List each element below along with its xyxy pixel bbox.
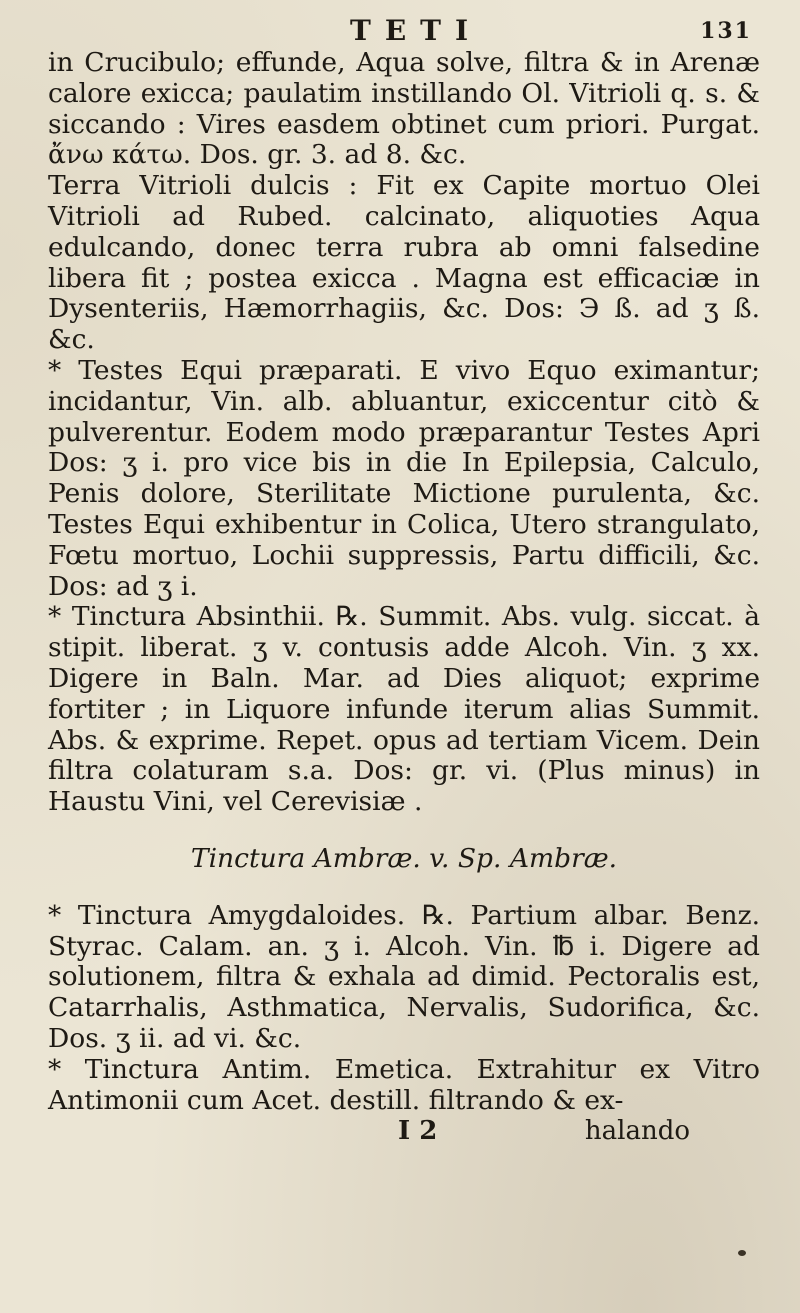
ink-blot xyxy=(738,1250,746,1256)
signature-mark: I 2 xyxy=(398,1116,438,1147)
paragraph-crucibulo: in Crucibulo; effunde, Aqua solve, filtra & in Arenæ calore exicca; paulatim instillando Ol. Vitrioli q. s. & siccando : Vires easdem obtinet cum priori. Purgat. ἄνω κάτω. Dos. gr. 3. ad 8. &c. xyxy=(48,47,760,171)
running-title: TETI xyxy=(350,14,483,47)
paragraph-terra-vitrioli: Terra Vitrioli dulcis : Fit ex Capite mortuo Olei Vitrioli ad Rubed. calcinato, aliquoties Aqua edulcando, donec terra rubra ab omni falsedine libera fit ; postea exicca . Magna est efficaciæ in Dysenteriis, Hæmorrhagiis, &c. Dos: Э ß. ad ʒ ß. &c. xyxy=(48,170,760,356)
paragraph-tinctura-absinthii: * Tinctura Absinthii. ℞. Summit. Abs. vulg. siccat. à stipit. liberat. ʒ v. contusis adde Alcoh. Vin. ʒ xx. Digere in Baln. Mar. ad Dies aliquot; exprime fortiter ; in Liquore infunde iterum alias Summit. Abs. & exprime. Repet. opus ad tertiam Vicem. Dein filtra colaturam s.a. Dos: gr. vi. (Plus minus) in Haustu Vini, vel Cerevisiæ . xyxy=(48,601,760,818)
page-footer xyxy=(48,1116,760,1148)
heading-tinctura-ambrae: Tinctura Ambræ. v. Sp. Ambræ. xyxy=(190,842,618,874)
paragraph-testes-equi: * Testes Equi præparati. E vivo Equo eximantur; incidantur, Vin. alb. abluantur, exiccentur citò & pulverentur. Eodem modo præparantur Testes Apri Dos: ʒ i. pro vice bis in die In Epilepsia, Calculo, Penis dolore, Sterilitate Mictione purulenta, &c. Testes Equi exhibentur in Colica, Utero strangulato, Fœtu mortuo, Lochii suppressis, Partu difficili, &c. Dos: ad ʒ i. xyxy=(48,354,760,602)
spacer xyxy=(48,818,760,844)
spacer xyxy=(48,875,760,901)
paragraph-tinctura-amygdaloides: * Tinctura Amygdaloides. ℞. Partium albar. Benz. Styrac. Calam. an. ʒ i. Alcoh. Vin. ℔ i. Digere ad solutionem, filtra & exhala ad dimid. Pectoralis est, Catarrhalis, Asthmatica, Nervalis, Sudorifica, &c. Dos. ʒ ii. ad vi. &c. xyxy=(48,899,760,1054)
page-number: 131 xyxy=(700,18,752,44)
running-header xyxy=(48,14,760,48)
catchword: halando xyxy=(584,1116,690,1147)
paragraph-tinctura-antim: * Tinctura Antim. Emetica. Extrahitur ex Vitro Antimonii cum Acet. destill. filtrando & ex- xyxy=(48,1053,760,1116)
